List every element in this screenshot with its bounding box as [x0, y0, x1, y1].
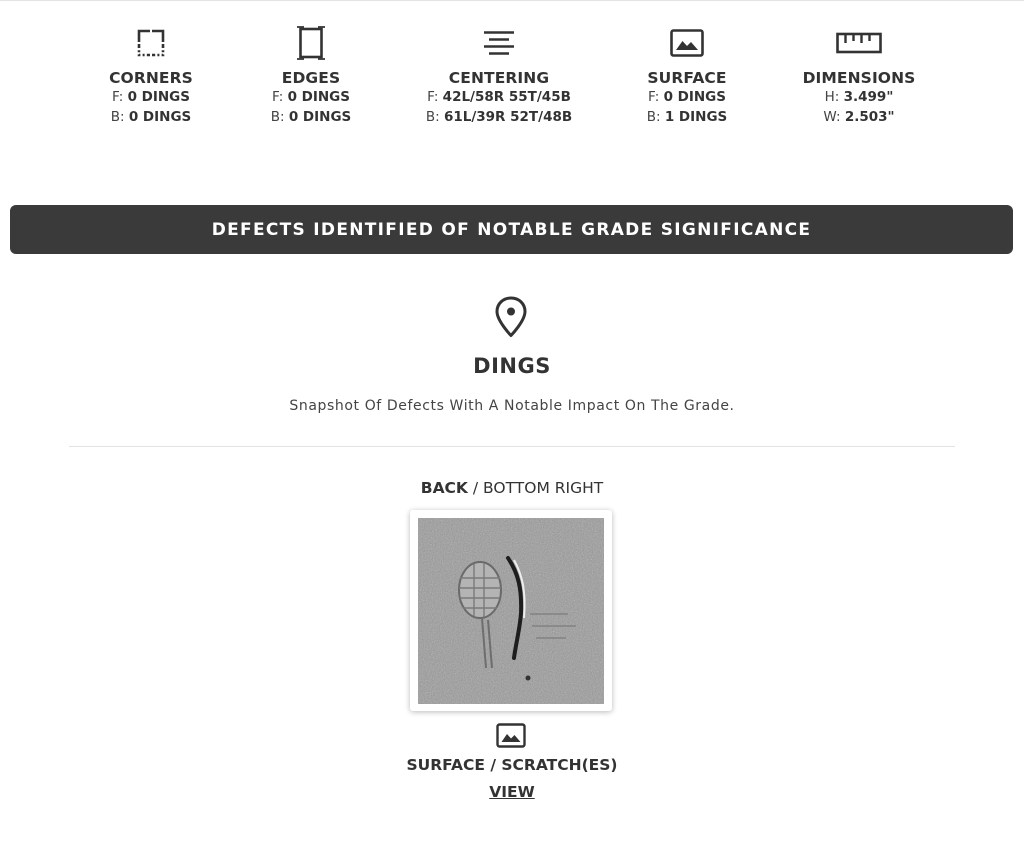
defect-image — [418, 518, 604, 704]
view-link[interactable]: VIEW — [489, 783, 535, 801]
section-title: DINGS — [473, 354, 551, 378]
stat-back — [226, 107, 396, 127]
stat-dimensions — [774, 26, 944, 127]
front-label: F: — [648, 89, 660, 105]
back-value: 0 DINGS — [128, 109, 192, 125]
stat-height — [774, 87, 944, 107]
back-label: B: — [646, 109, 661, 125]
grade-stats — [0, 26, 1024, 136]
defect-position: BOTTOM RIGHT — [483, 479, 604, 497]
defect-thumbnail[interactable] — [410, 510, 612, 711]
edges-icon — [226, 26, 396, 60]
banner-text: DEFECTS IDENTIFIED OF NOTABLE GRADE SIGNIFICANCE — [211, 219, 812, 240]
top-border — [0, 0, 1024, 1]
defects-banner — [10, 205, 1013, 254]
location-separator: / — [467, 479, 484, 497]
divider — [69, 446, 955, 447]
back-label: B: — [425, 109, 440, 125]
stat-front — [66, 87, 236, 107]
defect-side: BACK — [420, 479, 468, 497]
stat-back — [602, 107, 772, 127]
front-value: 0 DINGS — [663, 89, 726, 105]
stat-front — [602, 87, 772, 107]
map-pin-icon — [494, 296, 528, 338]
view-link-container — [0, 782, 1024, 801]
front-label: F: — [272, 89, 284, 105]
stat-corners — [66, 26, 236, 127]
back-label: B: — [270, 109, 285, 125]
stat-front — [414, 87, 584, 107]
stat-centering — [414, 26, 584, 127]
back-value: 61L/39R 52T/48B — [443, 109, 573, 125]
height-label: H: — [824, 89, 840, 105]
stat-name: SURFACE — [647, 69, 727, 87]
section-subtitle: Snapshot Of Defects With A Notable Impact On The Grade. — [289, 398, 735, 414]
front-value: 0 DINGS — [127, 89, 190, 105]
centering-icon — [414, 26, 584, 60]
image-icon — [496, 723, 526, 749]
stat-surface — [602, 26, 772, 127]
stat-name: CORNERS — [109, 69, 193, 87]
stat-edges — [226, 26, 396, 127]
front-label: F: — [112, 89, 124, 105]
front-value: 42L/58R 55T/45B — [442, 89, 571, 105]
stat-name: CENTERING — [448, 69, 550, 87]
ruler-icon — [774, 26, 944, 60]
stat-name: EDGES — [281, 69, 341, 87]
stat-back — [414, 107, 584, 127]
stat-back — [66, 107, 236, 127]
height-value: 3.499" — [843, 89, 894, 105]
stat-width — [774, 107, 944, 127]
stat-front — [226, 87, 396, 107]
width-label: W: — [823, 109, 841, 125]
back-label: B: — [110, 109, 125, 125]
stat-name: DIMENSIONS — [802, 69, 916, 87]
width-value: 2.503" — [844, 109, 895, 125]
image-icon — [602, 26, 772, 60]
front-value: 0 DINGS — [287, 89, 350, 105]
front-label: F: — [427, 89, 439, 105]
defect-type: SURFACE / SCRATCH(ES) — [406, 756, 618, 774]
corners-icon — [66, 26, 236, 60]
back-value: 1 DINGS — [664, 109, 728, 125]
defect-location — [0, 479, 1024, 497]
back-value: 0 DINGS — [288, 109, 352, 125]
